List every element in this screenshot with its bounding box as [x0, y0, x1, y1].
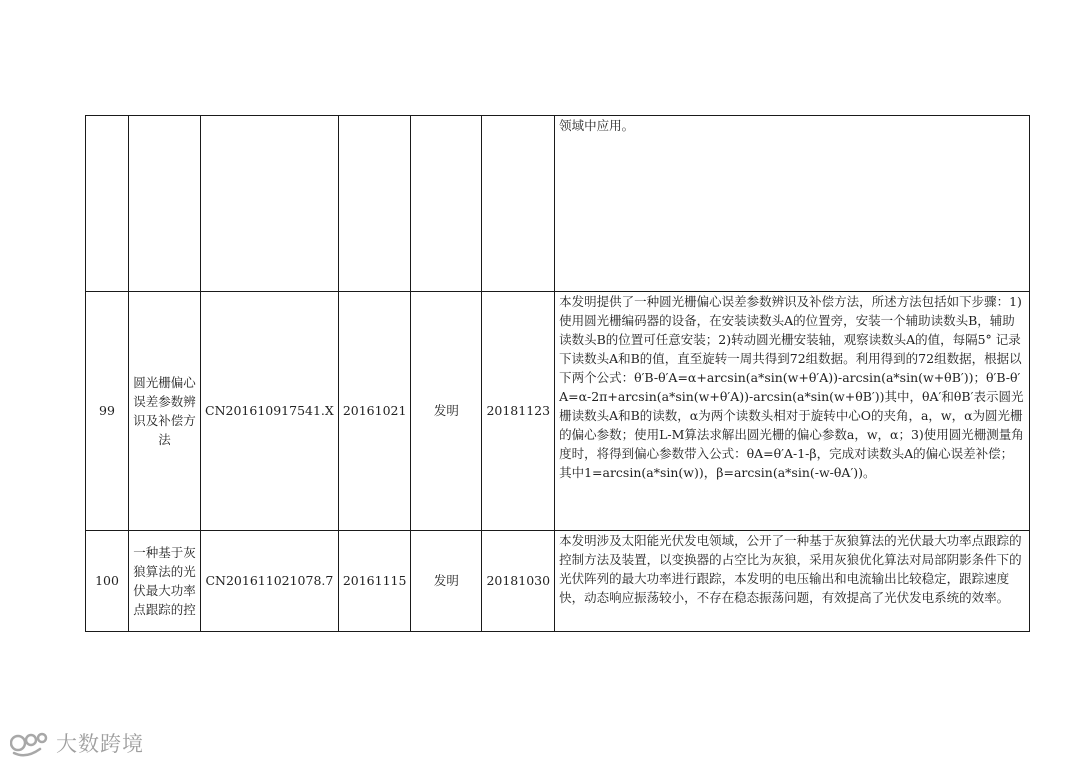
- patent-name: 一种基于灰狼算法的光伏最大功率点跟踪的控: [129, 531, 201, 632]
- application-number: CN201611021078.7: [201, 531, 339, 632]
- patent-type: [411, 116, 482, 292]
- patent-abstract: 本发明涉及太阳能光伏发电领域，公开了一种基于灰狼算法的光伏最大功率点跟踪的控制方法及装置，以变换器的占空比为灰狼，采用灰狼优化算法对局部阴影条件下的光伏阵列的最大功率进行跟踪，本发明的电压输出和电流输出比较稳定，跟踪速度快，动态响应振荡较小，不存在稳态振荡问题，有效提高了光伏发电系统的效率。: [555, 531, 1030, 632]
- watermark: [10, 726, 144, 760]
- row-number: 99: [86, 292, 129, 531]
- logo-icon: [10, 729, 50, 757]
- patent-abstract: 本发明提供了一种圆光栅偏心误差参数辨识及补偿方法，所述方法包括如下步骤：1)使用圆光栅编码器的设备，在安装读数头A的位置旁，安装一个辅助读数头B，辅助读数头B的位置可任意安装；2)转动圆光栅安装轴，观察读数头A的值，每隔5° 记录下读数头A和B的值，直至旋转一周共得到72组数据。利用得到的72组数据，根据以下两个公式：θ′B-θ′A=α+arcsin(a*sin(w+θ′A))-arcsin(a*sin(w+θB′))；θ′B-θ′A=α-2π+arcsin(a*sin(w+θ′A))-arcsin(a*sin(w+θB′))其中，θA′和θB′表示圆光栅读数头A和B的读数，α为两个读数头相对于旋转中心O的夹角，a，w，α为圆光栅的偏心参数；使用L-M算法求解出圆光栅的偏心参数a，w，α；3)使用圆光栅测量角度时，将得到偏心参数带入公式：θA=θ′A-1-β，完成对读数头A的偏心误差补偿；其中1=arcsin(a*sin(w))，β=arcsin(a*sin(-w-θA′))。: [555, 292, 1030, 531]
- watermark-text: 大数跨境: [56, 732, 144, 756]
- publication-date: 20181123: [482, 292, 555, 531]
- table-row: [86, 531, 1030, 632]
- patent-table: [85, 115, 1030, 632]
- patent-name: 圆光栅偏心误差参数辨识及补偿方法: [129, 292, 201, 531]
- application-date: 20161115: [338, 531, 411, 632]
- row-number: 100: [86, 531, 129, 632]
- patent-type: 发明: [411, 292, 482, 531]
- publication-date: [482, 116, 555, 292]
- application-date: 20161021: [338, 292, 411, 531]
- application-number: [201, 116, 339, 292]
- table-row: [86, 292, 1030, 531]
- row-number: [86, 116, 129, 292]
- table-row: [86, 116, 1030, 292]
- patent-abstract: 领域中应用。: [555, 116, 1030, 292]
- publication-date: 20181030: [482, 531, 555, 632]
- patent-name: [129, 116, 201, 292]
- patent-type: 发明: [411, 531, 482, 632]
- application-number: CN201610917541.X: [201, 292, 339, 531]
- application-date: [338, 116, 411, 292]
